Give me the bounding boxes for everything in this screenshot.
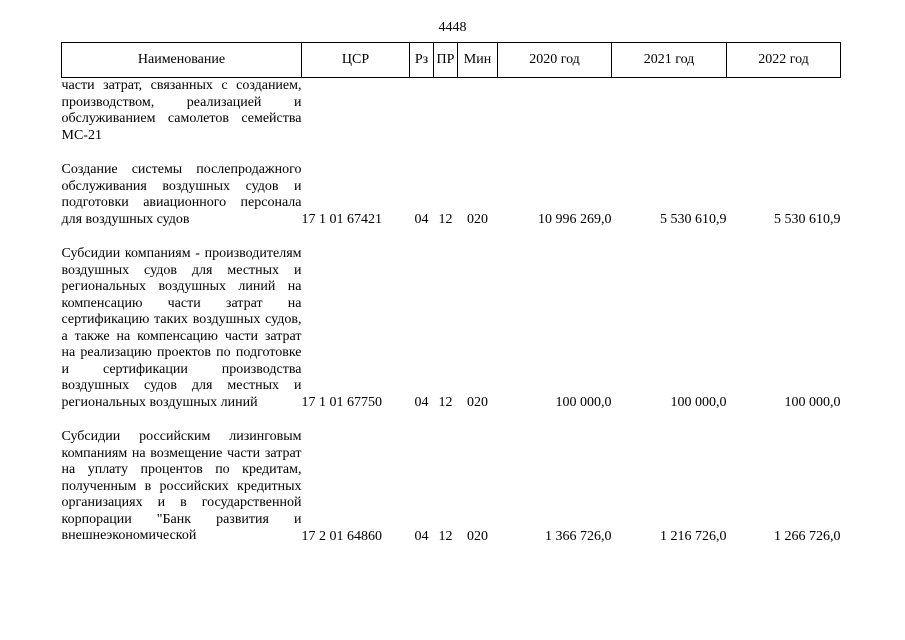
row-2020 (498, 78, 612, 145)
row-min (458, 78, 498, 145)
row-name: Создание системы послепродажного обслуживания воздушных судов и подготовки авиационного персонала для воздушных судов (61, 162, 302, 227)
table-header-row (62, 43, 841, 78)
row-name: части затрат, связанных с созданием, производством, реализацией и обслуживанием самолетов семейства МС-21 (61, 78, 302, 143)
table-row (62, 246, 841, 411)
row-name: Субсидии компаниям - производителям воздушных судов для местных и региональных воздушных линий на компенсацию части затрат на сертификацию таких воздушных судов, а также на компенсацию части затрат на реализацию проектов по подготовке и сертификации производства воздушных судов для местных и региональных воздушных линий (61, 246, 302, 410)
row-2021: 1 216 726,0 (660, 528, 727, 544)
row-spacer (62, 228, 841, 246)
header-2022: 2022 год (727, 43, 841, 78)
header-2020: 2020 год (498, 43, 612, 78)
row-2020: 1 366 726,0 (545, 528, 612, 544)
header-pr: ПР (434, 43, 458, 78)
row-2021 (612, 78, 727, 145)
row-rz: 04 (414, 212, 429, 227)
row-min: 020 (467, 212, 488, 227)
row-2022: 5 530 610,9 (774, 212, 841, 227)
table-row (62, 162, 841, 228)
row-csr: 17 2 01 64860 (301, 528, 382, 544)
row-rz: 04 (414, 395, 429, 410)
row-pr (434, 78, 458, 145)
row-2022 (727, 78, 841, 145)
row-min: 020 (467, 395, 488, 410)
row-rz (410, 78, 434, 145)
header-rz: Рз (410, 43, 434, 78)
row-pr: 12 (438, 395, 453, 410)
row-name: Субсидии российским лизинговым компаниям на возмещение части затрат на уплату процентов по кредитам, полученным в российских кредитных организациях и в государственной корпорации "Банк развития и внешнеэкономической (61, 429, 302, 543)
row-spacer (62, 411, 841, 429)
budget-table (61, 42, 841, 545)
header-csr: ЦСР (302, 43, 410, 78)
row-2022: 1 266 726,0 (774, 528, 841, 544)
table-row (62, 429, 841, 545)
row-2021: 100 000,0 (670, 395, 727, 410)
row-2020: 100 000,0 (555, 395, 612, 410)
row-2020: 10 996 269,0 (538, 212, 612, 227)
row-spacer (62, 144, 841, 162)
header-name: Наименование (62, 43, 302, 78)
table-row (62, 78, 841, 145)
row-csr (302, 78, 410, 145)
header-2021: 2021 год (612, 43, 727, 78)
header-min: Мин (458, 43, 498, 78)
row-2021: 5 530 610,9 (660, 212, 727, 227)
row-pr: 12 (438, 212, 453, 227)
row-rz: 04 (414, 528, 429, 544)
row-2022: 100 000,0 (784, 395, 841, 410)
row-min: 020 (467, 528, 488, 544)
row-csr: 17 1 01 67750 (301, 395, 382, 410)
row-pr: 12 (438, 528, 453, 544)
page-number: 4448 (438, 20, 467, 35)
row-csr: 17 1 01 67421 (301, 212, 382, 227)
